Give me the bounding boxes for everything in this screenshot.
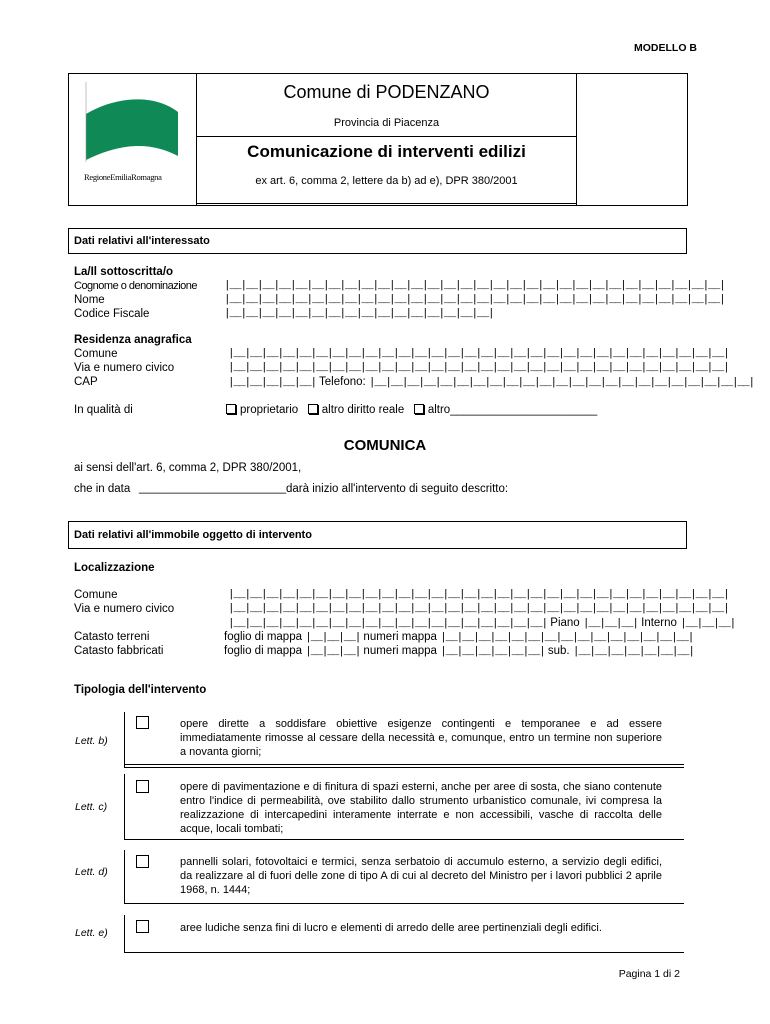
section-immobile-heading: Dati relativi all'immobile oggetto di intervento xyxy=(74,529,312,541)
lett-b-label: Lett. b) xyxy=(75,735,108,747)
tipologia-heading: Tipologia dell'intervento xyxy=(74,684,207,696)
logo-wave-icon xyxy=(82,82,182,172)
sub-label: sub. xyxy=(547,645,570,657)
altro-diritto-checkbox[interactable] xyxy=(308,404,318,414)
res-comune-label: Comune xyxy=(74,348,118,360)
lett-d-text: pannelli solari, fotovoltaici e termici, senza serbatoio di accumulo esterno, a servizio degli edifici, da realizzare al di fuori delle zone di tipo A di cui al decreto del Ministro per i lavori pubblici 2 aprile 1968, n. 1444; xyxy=(180,856,662,896)
altro-checkbox[interactable] xyxy=(414,404,424,414)
piano-label: Piano xyxy=(550,617,580,629)
foglio-label-2: foglio di mappa xyxy=(224,645,302,657)
res-comune-field[interactable]: |__|__|__|__|__|__|__|__|__|__|__|__|__|__|__|__|__|__|__|__|__|__|__|__|__|__|__|__|__|__| xyxy=(228,348,729,360)
cf-field[interactable]: |__|__|__|__|__|__|__|__|__|__|__|__|__|__|__|__| xyxy=(224,308,494,320)
catasto-terreni-label: Catasto terreni xyxy=(74,631,150,643)
qualita-label: In qualità di xyxy=(74,404,133,416)
interno-label: Interno xyxy=(641,617,677,629)
model-label: MODELLO B xyxy=(634,42,697,54)
lett-e-checkbox[interactable] xyxy=(136,920,149,933)
nome-field[interactable]: |__|__|__|__|__|__|__|__|__|__|__|__|__|__|__|__|__|__|__|__|__|__|__|__|__|__|__|__|__|__| xyxy=(224,294,725,306)
piano-field[interactable]: |__|__|__| xyxy=(582,618,638,630)
comunica-heading: COMUNICA xyxy=(343,437,427,454)
cognome-label: Cognome o denominazione xyxy=(74,280,198,292)
telefono-label: Telefono: xyxy=(319,376,366,388)
section-interessato-heading: Dati relativi all'interessato xyxy=(74,235,210,247)
foglio-label: foglio di mappa xyxy=(224,631,302,643)
sub-field[interactable]: |__|__|__|__|__|__|__| xyxy=(572,646,694,658)
imm-via-label: Via e numero civico xyxy=(74,603,175,615)
numeri-fabbricati-field[interactable]: |__|__|__|__|__|__| xyxy=(440,646,545,658)
imm-via-field[interactable]: |__|__|__|__|__|__|__|__|__|__|__|__|__|__|__|__|__|__|__|__|__|__|__|__|__|__|__|__|__|__| xyxy=(228,603,729,615)
cap-field[interactable]: |__|__|__|__|__| xyxy=(228,377,317,389)
telefono-field[interactable]: |__|__|__|__|__|__|__|__|__|__|__|__|__|__|__|__|__|__|__|__|__|__|__| xyxy=(368,377,754,389)
lett-c-label: Lett. c) xyxy=(75,801,108,813)
provincia-label: Provincia di Piacenza xyxy=(333,117,440,129)
proprietario-checkbox[interactable] xyxy=(226,404,236,414)
nome-label: Nome xyxy=(74,294,105,306)
imm-comune-field[interactable]: |__|__|__|__|__|__|__|__|__|__|__|__|__|__|__|__|__|__|__|__|__|__|__|__|__|__|__|__|__|__| xyxy=(228,589,729,601)
dara-inizio-text: darà inizio all'intervento di seguito descritto: xyxy=(286,483,509,495)
lett-c-text: opere di pavimentazione e di finitura di spazi esterni, anche per aree di sosta, che siano contenute entro l'indice di permeabilità, ove stabilito dallo strumento urbanistico comunale, ivi compresa la realizzazione di intercapedini interamente interrate e non accessibili, vasche di raccolta delle acque, locali tombati; xyxy=(180,781,662,835)
numeri-terreni-field[interactable]: |__|__|__|__|__|__|__|__|__|__|__|__|__|__|__| xyxy=(440,632,694,644)
lett-b-text: opere dirette a soddisfare obiettive esigenze contingenti e temporanee e ad essere immediatamente rimosse al cessare della necessità e, comunque, entro un termine non superiore a novanta giorni; xyxy=(180,718,662,758)
residenza-label: Residenza anagrafica xyxy=(74,334,192,346)
lett-c-checkbox[interactable] xyxy=(136,780,149,793)
lett-b-checkbox[interactable] xyxy=(136,716,149,729)
interno-field[interactable]: |__|__|__| xyxy=(680,618,736,630)
form-title: Comunicazione di interventi edilizi xyxy=(247,142,526,161)
lett-e-label: Lett. e) xyxy=(75,927,108,939)
cognome-field[interactable]: |__|__|__|__|__|__|__|__|__|__|__|__|__|__|__|__|__|__|__|__|__|__|__|__|__|__|__|__|__|__| xyxy=(224,280,725,292)
page-number: Pagina 1 di 2 xyxy=(618,968,680,980)
date-field[interactable]: _______________________ xyxy=(139,482,287,494)
lett-d-checkbox[interactable] xyxy=(136,855,149,868)
che-in-data-label: che in data xyxy=(74,483,131,495)
lett-d-label: Lett. d) xyxy=(75,866,108,878)
civico-row xyxy=(228,617,735,630)
numeri-label-2: numeri mappa xyxy=(363,645,437,657)
foglio-terreni-field[interactable]: |__|__|__| xyxy=(305,632,361,644)
numeri-label: numeri mappa xyxy=(363,631,437,643)
lett-e-text: aree ludiche senza fini di lucro e elementi di arredo delle aree pertinenziali degli edifici. xyxy=(180,922,602,934)
civico-field[interactable]: |__|__|__|__|__|__|__|__|__|__|__|__|__|__|__|__|__|__|__| xyxy=(228,618,548,630)
res-via-field[interactable]: |__|__|__|__|__|__|__|__|__|__|__|__|__|__|__|__|__|__|__|__|__|__|__|__|__|__|__|__|__|__| xyxy=(228,362,729,374)
localizzazione-label: Localizzazione xyxy=(74,562,155,574)
cf-label: Codice Fiscale xyxy=(74,308,150,320)
comunica-line1: ai sensi dell'art. 6, comma 2, DPR 380/2001, xyxy=(74,462,302,474)
region-logo xyxy=(82,82,182,182)
res-via-label: Via e numero civico xyxy=(74,362,175,374)
form-subtitle: ex art. 6, comma 2, lettere da b) ad e), DPR 380/2001 xyxy=(255,175,518,187)
catasto-fabbricati-row xyxy=(224,645,694,658)
qualita-options xyxy=(226,404,597,416)
res-cap-label: CAP xyxy=(74,376,98,388)
comune-title: Comune di PODENZANO xyxy=(283,82,490,102)
foglio-fabbricati-field[interactable]: |__|__|__| xyxy=(305,646,361,658)
sottoscritto-label: La/Il sottoscritta/o xyxy=(74,266,174,278)
opt-altro: altro_______________________ xyxy=(427,404,598,416)
opt-proprietario: proprietario xyxy=(240,404,299,416)
opt-altro-diritto: altro diritto reale xyxy=(321,404,405,416)
catasto-terreni-row xyxy=(224,631,693,644)
logo-text: RegioneEmiliaRomagna xyxy=(84,172,162,182)
catasto-fabbricati-label: Catasto fabbricati xyxy=(74,645,164,657)
imm-comune-label: Comune xyxy=(74,589,118,601)
cap-telefono-row xyxy=(228,376,754,389)
